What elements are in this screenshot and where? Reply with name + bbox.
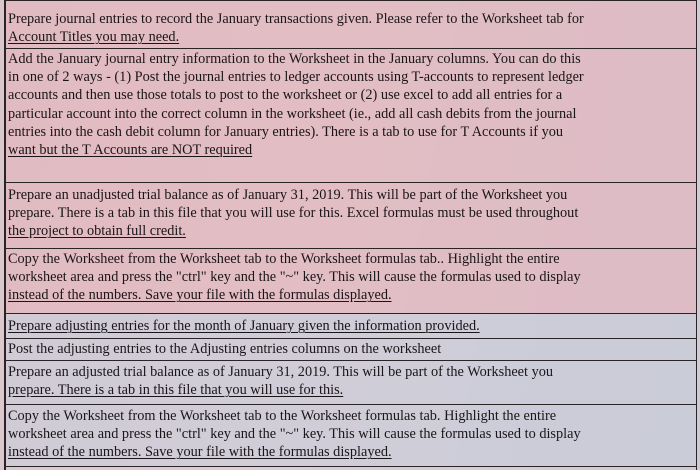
instruction-row-8-line-3: instead of the numbers. Save your file with the formulas displayed. [8,444,392,461]
instruction-row-1 [4,0,697,48]
instruction-row-7 [4,360,697,404]
instruction-row-2-line-2: in one of 2 ways - (1) Post the journal entries to ledger accounts using T-accounts to represent ledger [8,69,584,86]
instruction-row-1-line-1: Prepare journal entries to record the January transactions given. Please refer to the Worksheet tab for [8,11,584,27]
instruction-row-2-line-4: particular account into the correct column in the worksheet (ie., add all cash debits from the journal [8,105,577,122]
instruction-row-2-line-3: accounts and then use those totals to post to the worksheet or (2) use excel to add all entries for a [8,87,563,104]
instruction-row-2-line-5: entries into the cash debit column for January entries). There is a tab to use for T Accounts if you [8,123,564,140]
instruction-row-3-line-2: prepare. There is a tab in this file that you will use for this. Excel formulas must be used throughout [8,205,579,222]
instruction-row-2-line-6: want but the T Accounts are NOT required [8,142,253,159]
instruction-row-6 [4,338,697,360]
instruction-row-2-line-1: Add the January journal entry information to the Worksheet in the January columns. You can do this [8,51,581,67]
instruction-row-5 [4,313,697,338]
table-left-border [4,0,6,470]
instruction-row-4-line-1: Copy the Worksheet from the Worksheet tab to the Worksheet formulas tab.. Highlight the entire [8,251,560,267]
table-right-border [696,0,698,470]
instruction-row-7-line-2: prepare. There is a tab in this file that you will use for this. [8,382,344,399]
instruction-row-3 [4,182,697,248]
instruction-row-4 [4,248,697,313]
instruction-row-2 [4,48,697,182]
instruction-row-3-line-3: the project to obtain full credit. [8,223,186,240]
instruction-row-7-line-1: Prepare an adjusted trial balance as of January 31, 2019. This will be part of the Worksheet you [8,364,554,380]
instruction-row-3-line-1: Prepare an unadjusted trial balance as of January 31, 2019. This will be part of the Worksheet you [8,187,568,203]
instruction-row-5-line-1: Prepare adjusting entries for the month of January given the information provided. [8,318,480,334]
instruction-row-6-line-1: Post the adjusting entries to the Adjusting entries columns on the worksheet [8,341,442,357]
instruction-row-8 [4,404,697,467]
instruction-row-4-line-3: instead of the numbers. Save your file with the formulas displayed. [8,287,392,304]
instruction-row-4-line-2: worksheet area and press the "ctrl" key and the "~" key. This will cause the formulas used to display [8,269,581,286]
instruction-row-1-line-2: Account Titles you may need. [8,29,180,46]
instruction-row-8-line-2: worksheet area and press the "ctrl" key and the "~" key. This will cause the formulas used to display [8,426,581,443]
instruction-row-8-line-1: Copy the Worksheet from the Worksheet tab to the Worksheet formulas tab. Highlight the entire [8,408,557,424]
